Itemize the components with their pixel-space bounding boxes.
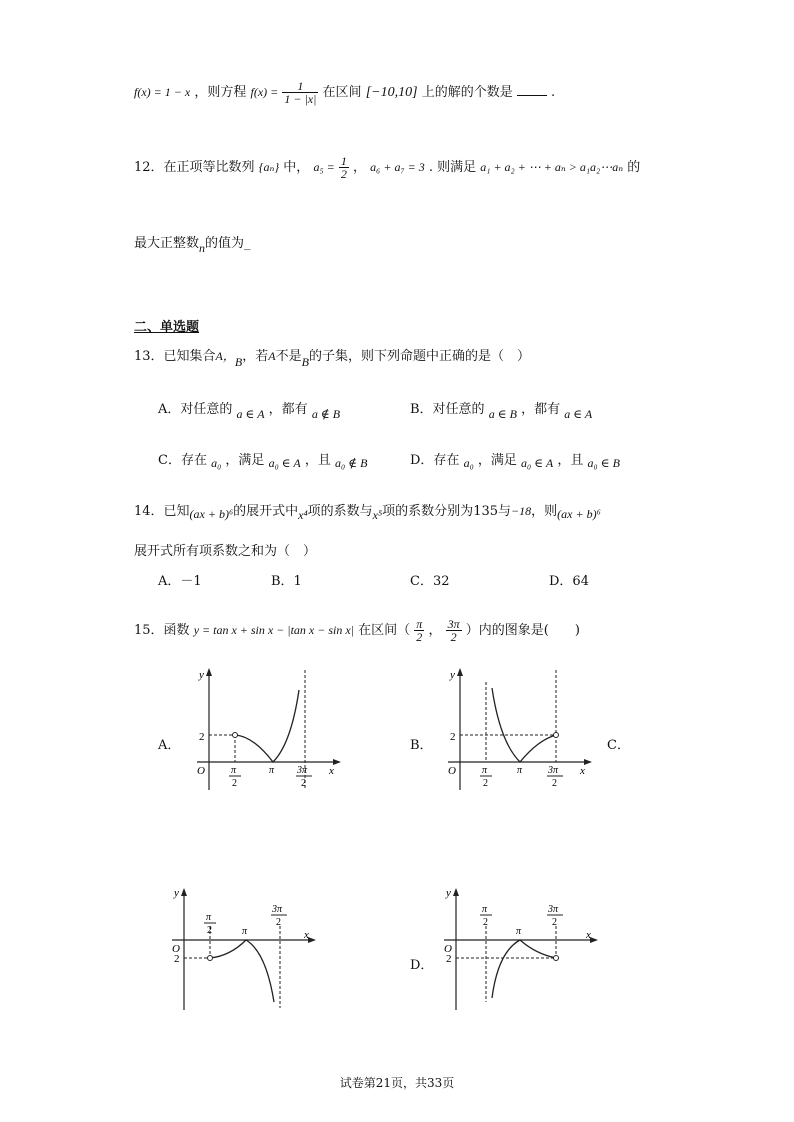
q14-expr: (ax + b)⁶: [189, 507, 234, 521]
graph-a-tick-2: 2: [199, 731, 205, 743]
q15-pi2-den: 2: [416, 630, 423, 644]
q14-option-a[interactable]: A．－1: [158, 574, 202, 589]
q11-func: f(x) = 1 − x: [134, 85, 191, 99]
q12-a67: a₆ + a₇ = 3: [370, 160, 425, 174]
graph-d-x-label: x: [586, 929, 591, 941]
graph-a-x-label: x: [329, 765, 334, 777]
q15-stem-c: ）内的图象是( ): [465, 623, 580, 638]
q14-value2: −18: [511, 504, 532, 518]
graph-c-tick-pi-half-den: 2: [207, 925, 212, 936]
q14-option-b[interactable]: B．1: [271, 574, 302, 589]
q13-optD-m1: a₀: [463, 456, 474, 470]
q14-x5: x⁵: [372, 508, 383, 522]
q13-optD-m3: a₀ ∈ B: [587, 456, 620, 470]
q14-x4: x⁴: [298, 508, 308, 522]
graph-c-x-label: x: [304, 929, 309, 941]
graph-b-y-label: y: [450, 669, 455, 681]
q15-pi2-num: π: [416, 617, 423, 631]
graph-a-origin: O: [197, 765, 205, 777]
graph-a-tick-3pi-half-den: 2: [301, 778, 306, 789]
q13-optA-label: A．对任意的: [158, 402, 233, 417]
graph-c-origin: O: [172, 943, 180, 955]
graph-d-tick-pi-half-num: π: [482, 904, 488, 915]
q12-line2: [134, 232, 251, 255]
q12-line2-text: 最大正整数: [134, 236, 200, 251]
graph-a-y-label: y: [199, 669, 204, 681]
q14-expr2: (ax + b)⁶: [557, 507, 601, 521]
q12-line2-end: 的值为: [205, 236, 245, 251]
q14-stem-e: 与: [498, 504, 512, 519]
graph-c-tick-3pi-half-den: 2: [276, 917, 281, 928]
q15-func: y = tan x + sin x − |tan x − sin x|: [193, 623, 354, 637]
graph-c-tick-3pi-half-num: 3π: [272, 904, 283, 915]
graph-a-tick-pi: π: [269, 765, 275, 776]
graph-d-tick-pi-half-den: 2: [483, 917, 488, 928]
graph-a-tick-3pi-half-num: 3π: [297, 765, 308, 776]
q13-optD-mid1: ，满足: [477, 453, 517, 468]
graph-d-tick-pi: π: [516, 926, 522, 937]
q14-stem-b: 的展开式中: [233, 504, 299, 519]
q13-option-a[interactable]: [158, 398, 341, 421]
graph-c-y-label: y: [174, 887, 179, 899]
graph-b-tick-3pi-half-den: 2: [552, 778, 557, 789]
q11-lhs: f(x) =: [250, 85, 279, 99]
q13-stem-d: 的子集，则下列命题中正确的是（ ）: [308, 349, 530, 364]
graph-b-tick-pi-half-num: π: [482, 765, 488, 776]
graph-c-tick-pi: π: [242, 926, 248, 937]
q13-stem: [134, 345, 530, 369]
q15-frac-pi2: [414, 618, 424, 643]
q15-stem: [134, 618, 580, 643]
q11-end: .: [550, 85, 556, 100]
q13-optB-mid: ，都有: [521, 402, 561, 417]
q11-text1: ，则方程: [194, 85, 247, 100]
q11-text2: 在区间: [322, 85, 362, 100]
q12-answer-blank[interactable]: _: [244, 236, 251, 251]
q13-optA-m1: a ∈ A: [236, 407, 265, 421]
graph-d-y-label: y: [446, 887, 451, 899]
q13-optC-m1: a₀: [211, 456, 222, 470]
q13-set-B: B: [234, 355, 243, 369]
q15-option-a-label[interactable]: A．: [158, 738, 181, 753]
q13-optC-mid2: ，且: [304, 453, 331, 468]
q11-tail-line: [134, 80, 555, 105]
q13-optD-mid2: ，且: [557, 453, 584, 468]
q14-option-d[interactable]: D．64: [549, 574, 589, 589]
q11-text3: 上的解的个数是: [421, 85, 513, 100]
q15-option-b-label[interactable]: B．: [410, 738, 433, 753]
graph-c-tick-pi-half-num: π: [206, 912, 212, 923]
q12-ineq: a₁ + a₂ + ⋯ + aₙ > a₁a₂⋯aₙ: [480, 160, 624, 174]
q12-a5-num: 1: [340, 154, 347, 168]
q13-optA-m2: a ∉ B: [311, 407, 341, 421]
q13-optC-mid1: ，满足: [225, 453, 265, 468]
q13-optB-m1: a ∈ B: [488, 407, 517, 421]
q14-stem-d: 项的系数分别为: [382, 504, 474, 519]
q15-frac-3pi2: [446, 618, 462, 643]
q11-fraction: [282, 80, 318, 105]
q15-graph-d[interactable]: [440, 882, 600, 1012]
q12-t1: 中，: [283, 160, 310, 175]
q13-set-B2: B: [301, 355, 309, 369]
q12-a5: a₅ =: [313, 160, 335, 174]
q14-value1: 135: [473, 504, 499, 519]
q15-graph-c[interactable]: [168, 882, 318, 1012]
q14-stem-a: 14．已知: [134, 504, 190, 519]
graph-b-tick-pi: π: [517, 765, 523, 776]
q15-sep: ，: [428, 623, 442, 638]
q15-graph-b[interactable]: [444, 662, 594, 792]
q13-stem-a: 13．已知集合: [134, 349, 216, 364]
q15-option-d-label[interactable]: D．: [410, 958, 434, 973]
q12-t3: 的: [627, 160, 641, 175]
q11-interval: [−10,10]: [365, 85, 418, 100]
q12-comma: ，: [353, 160, 367, 175]
q12-num: 12．在正项等比数列: [134, 160, 255, 175]
q12-n: n: [199, 241, 206, 255]
graph-d-tick-3pi-half-num: 3π: [548, 904, 559, 915]
q13-optC-label: C．存在: [158, 453, 207, 468]
q13-optD-label: D．存在: [410, 453, 460, 468]
q11-frac-num: 1: [282, 80, 318, 93]
graph-d-tick-2: 2: [446, 953, 452, 965]
q14-option-c[interactable]: C．32: [410, 574, 450, 589]
q14-stem-line2: 展开式所有项系数之和为（ ）: [134, 544, 317, 559]
graph-a-tick-pi-half-den: 2: [232, 778, 237, 789]
graph-b-tick-2: 2: [450, 731, 456, 743]
q15-stem-a: 15．函数: [134, 623, 190, 638]
q12-a5-fraction: [339, 155, 349, 180]
q13-optD-m2: a₀ ∈ A: [521, 456, 554, 470]
graph-a-tick-pi-half-num: π: [231, 765, 237, 776]
graph-c-tick-2: 2: [174, 953, 180, 965]
q15-option-c-label[interactable]: C．: [607, 738, 630, 753]
q12-a5-den: 2: [340, 167, 347, 181]
q12-seq: {aₙ}: [258, 160, 280, 174]
page-footer: 试卷第21页，共33页: [339, 1076, 455, 1090]
q13-optC-m3: a₀ ∉ B: [335, 456, 368, 470]
graph-b-origin: O: [448, 765, 456, 777]
q11-answer-blank[interactable]: [517, 85, 547, 96]
graph-d-origin: O: [444, 943, 452, 955]
q15-graph-a[interactable]: [193, 662, 343, 792]
q13-set-A: A，: [215, 349, 235, 363]
q13-optB-m2: a ∈ A: [564, 407, 593, 421]
q13-option-b[interactable]: [410, 398, 593, 421]
q15-3pi2-den: 2: [450, 630, 457, 644]
q12-line1: [134, 155, 640, 180]
q14-stem-c: 项的系数与: [307, 504, 373, 519]
q15-3pi2-num: 3π: [447, 617, 460, 631]
q13-optB-label: B．对任意的: [410, 402, 485, 417]
q15-stem-b: 在区间（: [358, 623, 411, 638]
graph-d-tick-3pi-half-den: 2: [552, 917, 557, 928]
graph-b-x-label: x: [580, 765, 585, 777]
q13-optA-mid: ，都有: [268, 402, 308, 417]
q13-stem-c: 不是: [275, 349, 302, 364]
q12-t2: . 则满足: [428, 160, 477, 175]
q13-stem-b: ，若: [242, 349, 269, 364]
section-title-single-choice: 二、单选题: [134, 320, 200, 335]
q13-option-c[interactable]: [158, 449, 367, 468]
q14-stem-f: ，则: [531, 504, 558, 519]
q14-stem-line1: [134, 500, 601, 522]
graph-b-tick-pi-half-den: 2: [483, 778, 488, 789]
q11-frac-den: 1 − |x|: [284, 92, 317, 106]
graph-b-tick-3pi-half-num: 3π: [548, 765, 559, 776]
q13-option-d[interactable]: [410, 449, 620, 468]
q13-optC-m2: a₀ ∈ A: [268, 456, 301, 470]
q13-set-A2: A: [268, 349, 276, 363]
